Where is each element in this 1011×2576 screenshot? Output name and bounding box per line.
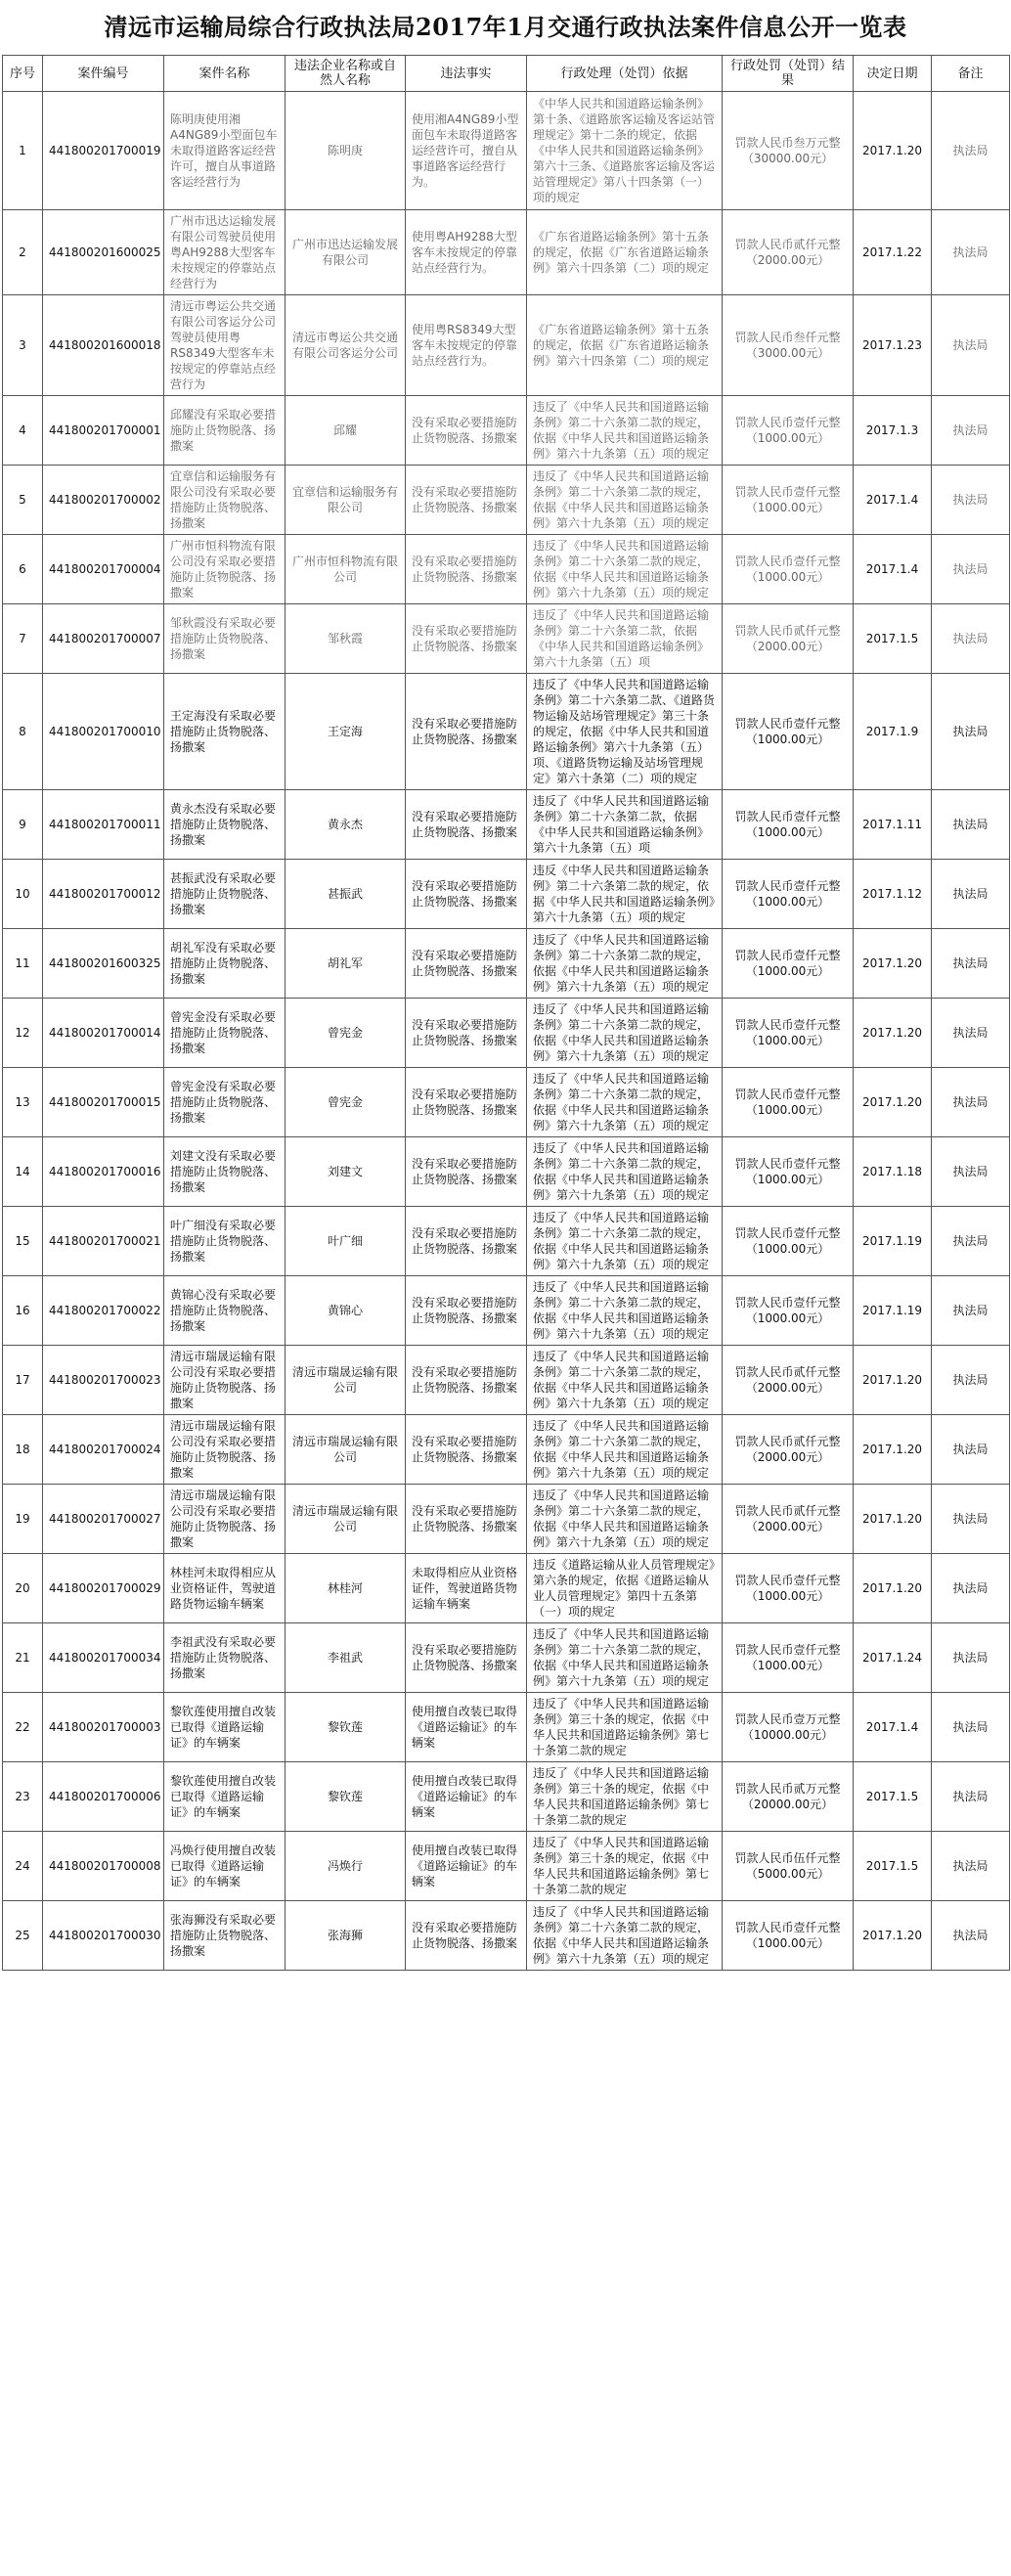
row-basis: 违反了《中华人民共和国道路运输条例》第二十六条第二款的规定，依据《中华人民共和国道路运输条例》第六十九条第（五）项的规定 xyxy=(527,1415,723,1485)
row-case-id: 441800201700021 xyxy=(43,1207,164,1276)
row-date: 2017.1.11 xyxy=(854,790,932,860)
row-result: 罚款人民币壹仟元整（1000.00元） xyxy=(723,1554,854,1623)
row-case-id: 441800201700003 xyxy=(43,1693,164,1762)
row-case-name: 黎钦莲使用擅自改装已取得《道路运输证》的车辆案 xyxy=(164,1762,286,1832)
row-date: 2017.1.4 xyxy=(854,466,932,535)
row-fact: 没有采取必要措施防止货物脱落、扬撒案 xyxy=(406,466,527,535)
row-note: 执法局 xyxy=(932,1832,1010,1901)
table-row xyxy=(3,1068,1010,1137)
row-result: 罚款人民币壹仟元整（1000.00元） xyxy=(723,1901,854,1971)
row-basis: 违反了《中华人民共和国道路运输条例》第三十条的规定，依据《中华人民共和国道路运输条例》第七十条第二款的规定 xyxy=(527,1762,723,1832)
row-date: 2017.1.20 xyxy=(854,929,932,999)
table-row xyxy=(3,1832,1010,1901)
row-note: 执法局 xyxy=(932,860,1010,929)
row-result: 罚款人民币贰仟元整（2000.00元） xyxy=(723,604,854,674)
row-case-id: 441800201700001 xyxy=(43,396,164,466)
row-date: 2017.1.4 xyxy=(854,535,932,604)
row-basis: 违反了《中华人民共和国道路运输条例》第二十六条第二款的规定，依据《中华人民共和国道路运输条例》第六十九条第（五）项的规定 xyxy=(527,535,723,604)
row-note: 执法局 xyxy=(932,535,1010,604)
row-index: 20 xyxy=(3,1554,43,1623)
row-party: 邹秋霞 xyxy=(286,604,406,674)
row-result: 罚款人民币壹仟元整（1000.00元） xyxy=(723,535,854,604)
row-date: 2017.1.20 xyxy=(854,1068,932,1137)
row-date: 2017.1.5 xyxy=(854,1762,932,1832)
row-case-name: 张海狮没有采取必要措施防止货物脱落、扬撒案 xyxy=(164,1901,286,1971)
table-row xyxy=(3,1623,1010,1693)
row-case-name: 甚振武没有采取必要措施防止货物脱落、扬撒案 xyxy=(164,860,286,929)
table-row xyxy=(3,790,1010,860)
row-fact: 没有采取必要措施防止货物脱落、扬撒案 xyxy=(406,790,527,860)
table-row xyxy=(3,860,1010,929)
row-party: 林桂河 xyxy=(286,1554,406,1623)
row-party: 清远市瑞晟运输有限公司 xyxy=(286,1415,406,1485)
row-result: 罚款人民币贰仟元整（2000.00元） xyxy=(723,1415,854,1485)
row-party: 胡礼军 xyxy=(286,929,406,999)
row-basis: 违反了《中华人民共和国道路运输条例》第二十六条第二款的规定，依据《中华人民共和国道路运输条例》第六十九条第（五）项的规定 xyxy=(527,1276,723,1346)
row-index: 16 xyxy=(3,1276,43,1346)
row-index: 3 xyxy=(3,295,43,396)
row-index: 19 xyxy=(3,1485,43,1554)
row-note: 执法局 xyxy=(932,466,1010,535)
row-case-name: 黎钦莲使用擅自改装已取得《道路运输证》的车辆案 xyxy=(164,1693,286,1762)
row-note: 执法局 xyxy=(932,929,1010,999)
row-party: 广州市迅达运输发展有限公司 xyxy=(286,210,406,295)
row-basis: 违反了《中华人民共和国道路运输条例》第二十六条第二款的规定，依据《中华人民共和国道路运输条例》第六十九条第（五）项的规定 xyxy=(527,396,723,466)
row-case-id: 441800201700008 xyxy=(43,1832,164,1901)
header-index: 序号 xyxy=(3,56,43,92)
row-basis: 《广东省道路运输条例》第十五条的规定，依据《广东省道路运输条例》第六十四条第（二）项的规定 xyxy=(527,295,723,396)
row-case-name: 胡礼军没有采取必要措施防止货物脱落、扬撒案 xyxy=(164,929,286,999)
row-case-name: 黄永杰没有采取必要措施防止货物脱落、扬撒案 xyxy=(164,790,286,860)
row-case-id: 441800201700002 xyxy=(43,466,164,535)
row-case-name: 冯焕行使用擅自改装已取得《道路运输证》的车辆案 xyxy=(164,1832,286,1901)
row-fact: 没有采取必要措施防止货物脱落、扬撒案 xyxy=(406,1415,527,1485)
row-result: 罚款人民币贰仟元整（2000.00元） xyxy=(723,210,854,295)
row-case-id: 441800201600018 xyxy=(43,295,164,396)
row-basis: 违反了《中华人民共和国道路运输条例》第二十六条第二款的规定，依据《中华人民共和国道路运输条例》第六十九条第（五）项的规定 xyxy=(527,1346,723,1415)
row-party: 刘建文 xyxy=(286,1137,406,1207)
row-index: 13 xyxy=(3,1068,43,1137)
row-party: 清远市瑞晟运输有限公司 xyxy=(286,1485,406,1554)
row-case-id: 441800201700024 xyxy=(43,1415,164,1485)
row-result: 罚款人民币壹仟元整（1000.00元） xyxy=(723,466,854,535)
row-case-id: 441800201700023 xyxy=(43,1346,164,1415)
table-row xyxy=(3,1346,1010,1415)
row-fact: 没有采取必要措施防止货物脱落、扬撒案 xyxy=(406,999,527,1068)
row-case-id: 441800201700029 xyxy=(43,1554,164,1623)
table-row xyxy=(3,1485,1010,1554)
row-case-name: 邱耀没有采取必要措施防止货物脱落、扬撒案 xyxy=(164,396,286,466)
row-note: 执法局 xyxy=(932,295,1010,396)
row-date: 2017.1.20 xyxy=(854,1415,932,1485)
row-result: 罚款人民币壹仟元整（1000.00元） xyxy=(723,1276,854,1346)
row-note: 执法局 xyxy=(932,674,1010,790)
table-header-row xyxy=(3,56,1010,92)
row-case-id: 441800201700015 xyxy=(43,1068,164,1137)
table-row xyxy=(3,295,1010,396)
page-title: 清远市运输局综合行政执法局2017年1月交通行政执法案件信息公开一览表 xyxy=(104,13,907,41)
row-note: 执法局 xyxy=(932,210,1010,295)
row-basis: 违反了《中华人民共和国道路运输条例》第二十六条第二款的规定，依据《中华人民共和国道路运输条例》第六十九条第（五）项的规定 xyxy=(527,1068,723,1137)
row-result: 罚款人民币叁万元整（30000.00元） xyxy=(723,92,854,210)
row-date: 2017.1.12 xyxy=(854,860,932,929)
row-fact: 没有采取必要措施防止货物脱落、扬撒案 xyxy=(406,1623,527,1693)
row-index: 22 xyxy=(3,1693,43,1762)
row-case-id: 441800201700030 xyxy=(43,1901,164,1971)
table-row xyxy=(3,1276,1010,1346)
row-party: 清远市瑞晟运输有限公司 xyxy=(286,1346,406,1415)
row-basis: 《中华人民共和国道路运输条例》第十条、《道路旅客运输及客运站管理规定》第十二条的规定，依据《中华人民共和国道路运输条例》第六十三条、《道路旅客运输及客运站管理规定》第八十四条第（一）项的规定 xyxy=(527,92,723,210)
row-case-id: 441800201700022 xyxy=(43,1276,164,1346)
row-index: 15 xyxy=(3,1207,43,1276)
row-party: 宜章信和运输服务有限公司 xyxy=(286,466,406,535)
row-basis: 违反了《中华人民共和国道路运输条例》第三十条的规定，依据《中华人民共和国道路运输条例》第七十条第二款的规定 xyxy=(527,1693,723,1762)
row-party: 冯焕行 xyxy=(286,1832,406,1901)
row-date: 2017.1.4 xyxy=(854,1693,932,1762)
row-fact: 没有采取必要措施防止货物脱落、扬撒案 xyxy=(406,1207,527,1276)
row-note: 执法局 xyxy=(932,1554,1010,1623)
table-row xyxy=(3,396,1010,466)
row-basis: 违反了《中华人民共和国道路运输条例》第二十六条第二款的规定，依据《中华人民共和国道路运输条例》第六十九条第（五）项的规定 xyxy=(527,1623,723,1693)
row-basis: 违反了《中华人民共和国道路运输条例》第三十条的规定，依据《中华人民共和国道路运输条例》第七十条第二款的规定 xyxy=(527,1832,723,1901)
row-basis: 违反了《中华人民共和国道路运输条例》第二十六条第二款、《道路货物运输及站场管理规定》第三十条的规定，依据《中华人民共和国道路运输条例》第六十九条第（五）项、《道路货物运输及站场管理规定》第六十条第（二）项的规定 xyxy=(527,674,723,790)
row-fact: 没有采取必要措施防止货物脱落、扬撒案 xyxy=(406,1901,527,1971)
row-party: 黎钦莲 xyxy=(286,1693,406,1762)
row-index: 23 xyxy=(3,1762,43,1832)
row-case-name: 叶广细没有采取必要措施防止货物脱落、扬撒案 xyxy=(164,1207,286,1276)
row-case-name: 林桂河未取得相应从业资格证件，驾驶道路货物运输车辆案 xyxy=(164,1554,286,1623)
table-row xyxy=(3,929,1010,999)
row-case-id: 441800201700019 xyxy=(43,92,164,210)
row-party: 黎钦莲 xyxy=(286,1762,406,1832)
row-case-id: 441800201700034 xyxy=(43,1623,164,1693)
row-fact: 未取得相应从业资格证件，驾驶道路货物运输车辆案 xyxy=(406,1554,527,1623)
row-basis: 违反了《中华人民共和国道路运输条例》第二十六条第二款的规定，依据《中华人民共和国道路运输条例》第六十九条第（五）项的规定 xyxy=(527,1137,723,1207)
row-result: 罚款人民币伍仟元整（5000.00元） xyxy=(723,1832,854,1901)
row-note: 执法局 xyxy=(932,999,1010,1068)
row-index: 25 xyxy=(3,1901,43,1971)
row-case-name: 清远市瑞晟运输有限公司没有采取必要措施防止货物脱落、扬撒案 xyxy=(164,1485,286,1554)
row-fact: 没有采取必要措施防止货物脱落、扬撒案 xyxy=(406,1485,527,1554)
row-case-id: 441800201700016 xyxy=(43,1137,164,1207)
row-fact: 使用湘A4NG89小型面包车未取得道路客运经营许可，擅自从事道路客运经营行为。 xyxy=(406,92,527,210)
row-note: 执法局 xyxy=(932,1137,1010,1207)
row-index: 5 xyxy=(3,466,43,535)
row-case-name: 邹秋霞没有采取必要措施防止货物脱落、扬撒案 xyxy=(164,604,286,674)
row-result: 罚款人民币壹仟元整（1000.00元） xyxy=(723,674,854,790)
row-note: 执法局 xyxy=(932,1623,1010,1693)
row-case-name: 李祖武没有采取必要措施防止货物脱落、扬撒案 xyxy=(164,1623,286,1693)
row-result: 罚款人民币壹仟元整（1000.00元） xyxy=(723,999,854,1068)
table-row xyxy=(3,1901,1010,1971)
row-case-name: 宜章信和运输服务有限公司没有采取必要措施防止货物脱落、扬撒案 xyxy=(164,466,286,535)
row-fact: 使用擅自改装已取得《道路运输证》的车辆案 xyxy=(406,1762,527,1832)
row-case-name: 清远市瑞晟运输有限公司没有采取必要措施防止货物脱落、扬撒案 xyxy=(164,1415,286,1485)
table-row xyxy=(3,1415,1010,1485)
row-party: 甚振武 xyxy=(286,860,406,929)
row-party: 李祖武 xyxy=(286,1623,406,1693)
row-index: 18 xyxy=(3,1415,43,1485)
row-party: 王定海 xyxy=(286,674,406,790)
table-row xyxy=(3,1554,1010,1623)
row-basis: 违反了《中华人民共和国道路运输条例》第二十六条第二款的规定，依据《中华人民共和国道路运输条例》第六十九条第（五）项的规定 xyxy=(527,1901,723,1971)
table-row xyxy=(3,999,1010,1068)
row-date: 2017.1.5 xyxy=(854,1832,932,1901)
row-basis: 违反了《中华人民共和国道路运输条例》第二十六条第二款的规定，依据《中华人民共和国道路运输条例》第六十九条第（五）项的规定 xyxy=(527,466,723,535)
row-note: 执法局 xyxy=(932,1901,1010,1971)
row-case-name: 广州市恒科物流有限公司没有采取必要措施防止货物脱落、扬撒案 xyxy=(164,535,286,604)
table-row xyxy=(3,1207,1010,1276)
row-date: 2017.1.9 xyxy=(854,674,932,790)
row-case-id: 441800201600025 xyxy=(43,210,164,295)
row-index: 7 xyxy=(3,604,43,674)
row-note: 执法局 xyxy=(932,92,1010,210)
row-case-id: 441800201700027 xyxy=(43,1485,164,1554)
row-fact: 没有采取必要措施防止货物脱落、扬撒案 xyxy=(406,1068,527,1137)
row-result: 罚款人民币壹仟元整（1000.00元） xyxy=(723,1623,854,1693)
row-result: 罚款人民币贰仟元整（2000.00元） xyxy=(723,1346,854,1415)
row-note: 执法局 xyxy=(932,1762,1010,1832)
row-result: 罚款人民币贰仟元整（2000.00元） xyxy=(723,1485,854,1554)
row-case-id: 441800201700014 xyxy=(43,999,164,1068)
row-index: 24 xyxy=(3,1832,43,1901)
row-fact: 没有采取必要措施防止货物脱落、扬撒案 xyxy=(406,1346,527,1415)
row-basis: 违反了《中华人民共和国道路运输条例》第二十六条第二款，依据《中华人民共和国道路运输条例》第六十九条第（五）项 xyxy=(527,790,723,860)
table-row xyxy=(3,210,1010,295)
table-row xyxy=(3,92,1010,210)
table-body xyxy=(3,92,1010,1971)
row-note: 执法局 xyxy=(932,1415,1010,1485)
row-result: 罚款人民币壹仟元整（1000.00元） xyxy=(723,1207,854,1276)
row-result: 罚款人民币壹万元整（10000.00元） xyxy=(723,1693,854,1762)
row-result: 罚款人民币壹仟元整（1000.00元） xyxy=(723,929,854,999)
row-fact: 使用擅自改装已取得《道路运输证》的车辆案 xyxy=(406,1832,527,1901)
row-date: 2017.1.20 xyxy=(854,1554,932,1623)
row-party: 曾宪金 xyxy=(286,999,406,1068)
row-case-id: 441800201600325 xyxy=(43,929,164,999)
header-result: 行政处罚（处罚）结果 xyxy=(723,56,854,92)
row-case-name: 清远市瑞晟运输有限公司没有采取必要措施防止货物脱落、扬撒案 xyxy=(164,1346,286,1415)
row-case-name: 黄锦心没有采取必要措施防止货物脱落、扬撒案 xyxy=(164,1276,286,1346)
row-note: 执法局 xyxy=(932,1276,1010,1346)
row-result: 罚款人民币壹仟元整（1000.00元） xyxy=(723,860,854,929)
row-result: 罚款人民币壹仟元整（1000.00元） xyxy=(723,790,854,860)
table-row xyxy=(3,604,1010,674)
row-index: 12 xyxy=(3,999,43,1068)
header-case-id: 案件编号 xyxy=(43,56,164,92)
row-fact: 没有采取必要措施防止货物脱落、扬撒案 xyxy=(406,674,527,790)
row-basis: 违反了《中华人民共和国道路运输条例》第二十六条第二款的规定，依据《中华人民共和国道路运输条例》第六十九条第（五）项的规定 xyxy=(527,999,723,1068)
row-case-name: 广州市迅达运输发展有限公司驾驶员使用粤AH9288大型客车未按规定的停靠站点经营行为 xyxy=(164,210,286,295)
row-date: 2017.1.20 xyxy=(854,1346,932,1415)
row-result: 罚款人民币壹仟元整（1000.00元） xyxy=(723,396,854,466)
row-case-id: 441800201700010 xyxy=(43,674,164,790)
row-date: 2017.1.3 xyxy=(854,396,932,466)
row-fact: 没有采取必要措施防止货物脱落、扬撒案 xyxy=(406,396,527,466)
row-basis: 《广东省道路运输条例》第十五条的规定，依据《广东省道路运输条例》第六十四条第（二）项的规定 xyxy=(527,210,723,295)
table-row xyxy=(3,466,1010,535)
table-row xyxy=(3,1762,1010,1832)
row-index: 4 xyxy=(3,396,43,466)
row-note: 执法局 xyxy=(932,396,1010,466)
row-basis: 违反了《中华人民共和国道路运输条例》第二十六条第二款的规定，依据《中华人民共和国道路运输条例》第六十九条第（五）项的规定 xyxy=(527,1485,723,1554)
row-note: 执法局 xyxy=(932,1693,1010,1762)
row-date: 2017.1.19 xyxy=(854,1276,932,1346)
row-index: 14 xyxy=(3,1137,43,1207)
row-result: 罚款人民币壹仟元整（1000.00元） xyxy=(723,1137,854,1207)
row-index: 1 xyxy=(3,92,43,210)
row-fact: 没有采取必要措施防止货物脱落、扬撒案 xyxy=(406,604,527,674)
row-index: 9 xyxy=(3,790,43,860)
row-case-name: 王定海没有采取必要措施防止货物脱落、扬撒案 xyxy=(164,674,286,790)
row-party: 叶广细 xyxy=(286,1207,406,1276)
header-fact: 违法事实 xyxy=(406,56,527,92)
row-date: 2017.1.20 xyxy=(854,1901,932,1971)
row-fact: 没有采取必要措施防止货物脱落、扬撒案 xyxy=(406,1276,527,1346)
row-case-id: 441800201700007 xyxy=(43,604,164,674)
row-result: 罚款人民币叁仟元整（3000.00元） xyxy=(723,295,854,396)
row-index: 11 xyxy=(3,929,43,999)
row-date: 2017.1.22 xyxy=(854,210,932,295)
row-note: 执法局 xyxy=(932,1068,1010,1137)
table-row xyxy=(3,674,1010,790)
row-party: 清远市粤运公共交通有限公司客运分公司 xyxy=(286,295,406,396)
row-basis: 违反了《中华人民共和国道路运输条例》第二十六条第二款的规定，依据《中华人民共和国道路运输条例》第六十九条第（五）项的规定 xyxy=(527,1207,723,1276)
row-date: 2017.1.20 xyxy=(854,92,932,210)
header-note: 备注 xyxy=(932,56,1010,92)
header-date: 决定日期 xyxy=(854,56,932,92)
row-date: 2017.1.23 xyxy=(854,295,932,396)
row-fact: 使用粤AH9288大型客车未按规定的停靠站点经营行为。 xyxy=(406,210,527,295)
row-basis: 违反了《中华人民共和国道路运输条例》第二十六条第二款，依据《中华人民共和国道路运输条例》第六十九条第（五）项 xyxy=(527,604,723,674)
row-note: 执法局 xyxy=(932,1207,1010,1276)
header-case-name: 案件名称 xyxy=(164,56,286,92)
row-fact: 使用粤RS8349大型客车未按规定的停靠站点经营行为。 xyxy=(406,295,527,396)
row-party: 张海狮 xyxy=(286,1901,406,1971)
row-date: 2017.1.20 xyxy=(854,999,932,1068)
row-date: 2017.1.18 xyxy=(854,1137,932,1207)
row-basis: 违反《中华人民共和国道路运输条例》第二十六条第二款的规定，依据《中华人民共和国道路运输条例》第六十九条第（五）项的规定 xyxy=(527,860,723,929)
row-case-id: 441800201700012 xyxy=(43,860,164,929)
row-party: 黄永杰 xyxy=(286,790,406,860)
row-party: 广州市恒科物流有限公司 xyxy=(286,535,406,604)
row-fact: 没有采取必要措施防止货物脱落、扬撒案 xyxy=(406,535,527,604)
row-fact: 使用擅自改装已取得《道路运输证》的车辆案 xyxy=(406,1693,527,1762)
row-index: 17 xyxy=(3,1346,43,1415)
row-case-id: 441800201700006 xyxy=(43,1762,164,1832)
row-note: 执法局 xyxy=(932,604,1010,674)
row-index: 6 xyxy=(3,535,43,604)
header-basis: 行政处理（处罚）依据 xyxy=(527,56,723,92)
row-case-id: 441800201700011 xyxy=(43,790,164,860)
table-row xyxy=(3,535,1010,604)
row-note: 执法局 xyxy=(932,1346,1010,1415)
row-date: 2017.1.20 xyxy=(854,1485,932,1554)
row-case-name: 刘建文没有采取必要措施防止货物脱落、扬撒案 xyxy=(164,1137,286,1207)
table-row xyxy=(3,1693,1010,1762)
row-fact: 没有采取必要措施防止货物脱落、扬撒案 xyxy=(406,929,527,999)
row-index: 10 xyxy=(3,860,43,929)
row-index: 2 xyxy=(3,210,43,295)
row-index: 21 xyxy=(3,1623,43,1693)
row-case-name: 陈明庚使用湘A4NG89小型面包车未取得道路客运经营许可，擅自从事道路客运经营行为 xyxy=(164,92,286,210)
row-party: 陈明庚 xyxy=(286,92,406,210)
row-date: 2017.1.24 xyxy=(854,1623,932,1693)
row-case-name: 曾宪金没有采取必要措施防止货物脱落、扬撒案 xyxy=(164,1068,286,1137)
row-note: 执法局 xyxy=(932,790,1010,860)
row-case-name: 曾宪金没有采取必要措施防止货物脱落、扬撒案 xyxy=(164,999,286,1068)
row-result: 罚款人民币贰万元整（20000.00元） xyxy=(723,1762,854,1832)
row-fact: 没有采取必要措施防止货物脱落、扬撒案 xyxy=(406,860,527,929)
table-row xyxy=(3,1137,1010,1207)
row-index: 8 xyxy=(3,674,43,790)
row-party: 邱耀 xyxy=(286,396,406,466)
case-table xyxy=(2,55,1010,1971)
row-basis: 违反《道路运输从业人员管理规定》第六条的规定，依据《道路运输从业人员管理规定》第四十五条第（一）项的规定 xyxy=(527,1554,723,1623)
row-party: 黄锦心 xyxy=(286,1276,406,1346)
row-result: 罚款人民币壹仟元整（1000.00元） xyxy=(723,1068,854,1137)
row-party: 曾宪金 xyxy=(286,1068,406,1137)
row-basis: 违反了《中华人民共和国道路运输条例》第二十六条第二款的规定，依据《中华人民共和国道路运输条例》第六十九条第（五）项的规定 xyxy=(527,929,723,999)
row-date: 2017.1.19 xyxy=(854,1207,932,1276)
row-date: 2017.1.5 xyxy=(854,604,932,674)
row-case-id: 441800201700004 xyxy=(43,535,164,604)
row-case-name: 清远市粤运公共交通有限公司客运分公司驾驶员使用粤RS8349大型客车未按规定的停靠站点经营行为 xyxy=(164,295,286,396)
row-fact: 没有采取必要措施防止货物脱落、扬撒案 xyxy=(406,1137,527,1207)
header-party: 违法企业名称或自然人名称 xyxy=(286,56,406,92)
row-note: 执法局 xyxy=(932,1485,1010,1554)
